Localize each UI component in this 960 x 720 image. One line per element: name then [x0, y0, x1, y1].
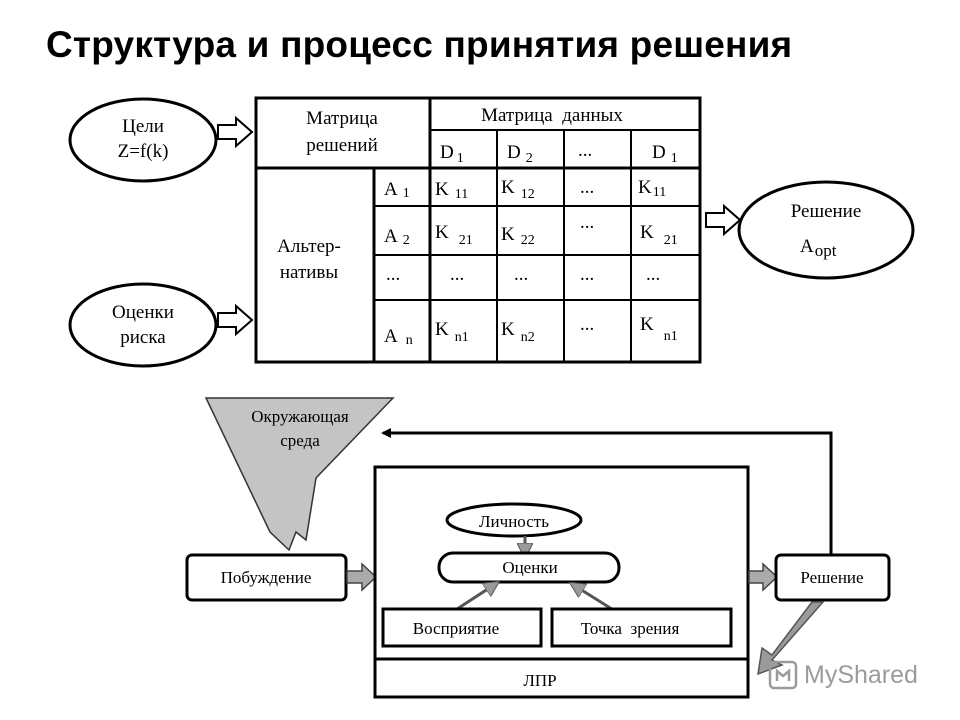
header-cell-3: ...	[578, 140, 593, 161]
motivation-arrow-icon	[347, 564, 376, 590]
matrix-cell-4-1: K $_{n1}$	[435, 319, 469, 345]
alt-cell-1: A 1	[384, 179, 410, 201]
header-cell-2: D $_2$	[507, 142, 533, 166]
risk-label-1: Оценки	[112, 302, 174, 323]
data-matrix-label: Матрица данных	[481, 105, 623, 126]
watermark	[768, 658, 918, 692]
myshared-logo-icon	[768, 660, 798, 690]
matrix-cell-1-1: K 11	[435, 179, 469, 202]
personality-label: Личность	[479, 512, 549, 531]
decision-label: Решение	[800, 568, 864, 587]
matrix-cell-3-4: ...	[646, 264, 661, 285]
matrix-cell-3-3: ...	[580, 264, 595, 285]
alt-cell-2: A 2	[384, 226, 410, 248]
page-title: Структура и процесс принятия решения	[46, 24, 793, 65]
goals-formula: Z=f(k)	[117, 141, 169, 162]
decision-matrix-label-2: решений	[306, 135, 378, 156]
solution-label: Решение	[790, 201, 862, 222]
alternatives-label-1: Альтер-	[277, 236, 341, 257]
perception-label: Восприятие	[412, 619, 500, 638]
goals-ellipse	[70, 99, 216, 181]
risk-arrow-icon	[218, 306, 252, 334]
goals-label: Цели	[122, 116, 164, 137]
matrix-cell-1-4: K11	[638, 177, 667, 200]
solution-aopt: Aopt	[800, 236, 837, 260]
matrix-cell-2-4: K $_{21}$	[640, 222, 678, 248]
alternatives-label-2: нативы	[279, 262, 339, 283]
environment-label-1: Окружающая	[251, 407, 349, 426]
header-cell-1: D $_1$	[440, 142, 464, 166]
solution-arrow-icon	[706, 206, 740, 234]
assessments-label: Оценки	[502, 558, 558, 577]
matrix-cell-1-2: K $_{12}$	[501, 177, 535, 202]
motivation-label: Побуждение	[220, 568, 312, 587]
alt-cell-4: A n	[384, 326, 413, 348]
dm-label: ЛПР	[523, 671, 557, 690]
matrix-cell-3-2: ...	[514, 264, 529, 285]
risk-ellipse	[70, 284, 216, 366]
matrix-cell-4-3: ...	[580, 314, 595, 335]
viewpoint-label: Точка зрения	[580, 619, 680, 638]
watermark-text: MyShared	[804, 660, 918, 689]
matrix-cell-2-3: ...	[580, 212, 595, 233]
header-cell-4: D $_1$	[652, 142, 678, 166]
decision-matrix-label-1: Матрица	[306, 108, 378, 129]
matrix-cell-4-4: $K_{n1}$	[640, 314, 678, 344]
solution-ellipse	[739, 182, 913, 278]
matrix-cell-4-2: K $_{n2}$	[501, 319, 535, 345]
goals-arrow-icon	[218, 118, 252, 146]
matrix-cell-2-1: K $_{21}$	[435, 222, 473, 248]
matrix-cell-2-2: K $_{22}$	[501, 224, 535, 248]
decision-arrow-icon	[749, 564, 777, 590]
risk-label-2: риска	[120, 327, 166, 348]
environment-label-2: среда	[280, 431, 320, 450]
matrix-cell-3-1: ...	[450, 264, 465, 285]
matrix-cell-1-3: ...	[580, 177, 595, 198]
alt-cell-3: ...	[386, 264, 401, 285]
